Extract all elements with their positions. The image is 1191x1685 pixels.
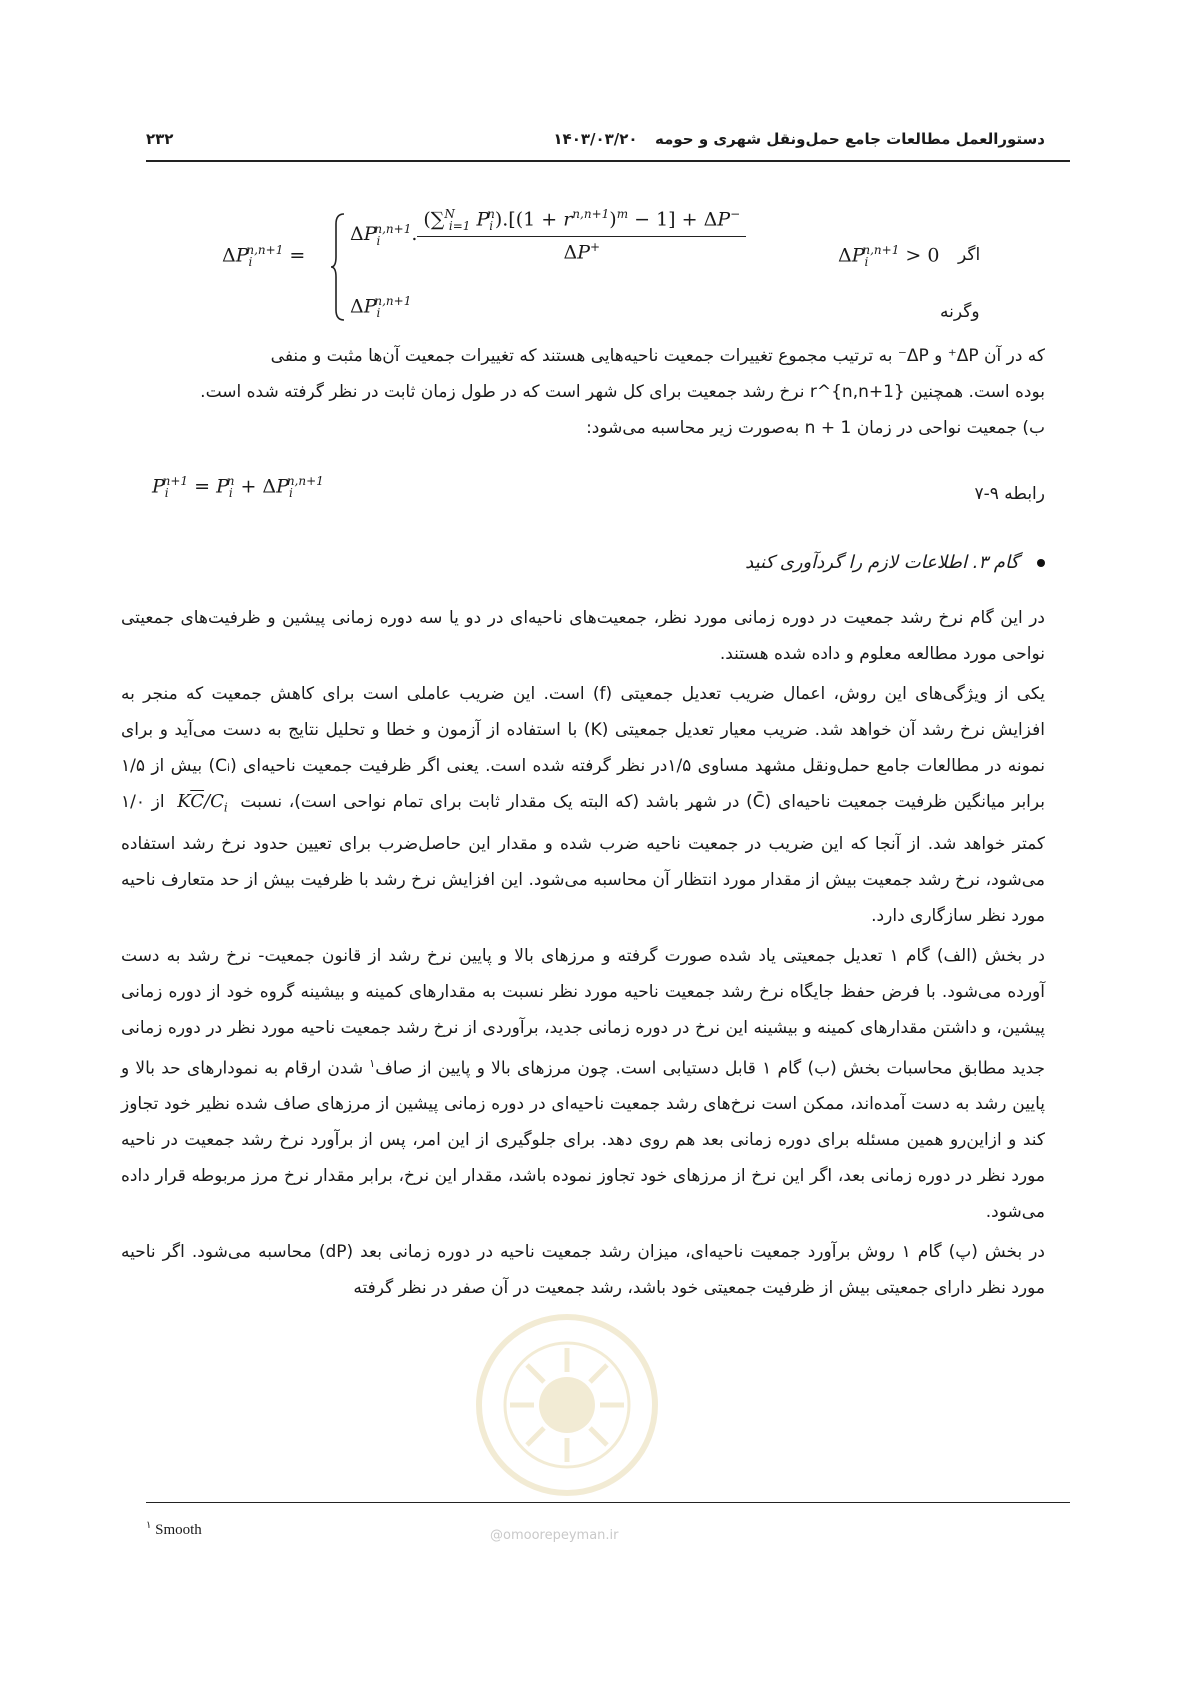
body-paragraph-2b: از ۱/۰ کمتر خواهد شد. از آنجا که این ضریب در جمعیت ناحیه ضرب شده و مقدار این حاصل‌ضرب برای تعیین حدود نرخ رشد استفاده می‌شود، نرخ رشد جمعیت بیش از مقدار مورد انتظار آن محاسبه می‌شود. این افزایش نرخ رشد با ظرفیت بیش از حد متعارف ناحیه مورد نظر سازگاری دارد. — [121, 792, 1045, 926]
page-header — [146, 130, 1045, 154]
footnote-text: Smooth — [155, 1522, 202, 1538]
body-paragraph-3a: در بخش (الف) گام ۱ تعدیل جمعیتی یاد شده صورت گرفته و مرزهای بالا و پایین نرخ رشد از قانون جمعیت- نرخ رشد به دست آورده می‌شود. با فرض حفظ جایگاه نرخ رشد جمعیت ناحیه مورد نظر نسبت به مقدارهای کمینه و بیشینه گروه خود از دوره زمانی پیشین، و داشتن مقدارهای کمینه و بیشینه این نرخ در دوره زمانی جدید، برآوردی از نرخ رشد جمعیت ناحیه مورد نظر در دوره زمانی جدید مطابق محاسبات بخش (ب) گام ۱ قابل دستیابی است. چون مرزهای بالا و پایین از صاف — [121, 945, 1045, 1079]
bullet-icon — [1037, 559, 1045, 567]
condition-if-label: اگر — [958, 245, 981, 265]
header-rule — [146, 160, 1070, 162]
equation-explanation — [121, 338, 1045, 446]
relation-label: رابطه ۹-۷ — [974, 484, 1045, 504]
equation-condition: $\Delta P_i^{n,n+1} > 0$ — [838, 243, 940, 270]
watermark-site: @omoorepeyman.ir — [490, 1528, 619, 1543]
footnote-reference[interactable]: ۱ — [369, 1056, 376, 1070]
header-page-number: ۲۳۲ — [146, 130, 174, 148]
body-paragraph-1: در این گام نرخ رشد جمعیت در دوره زمانی مورد نظر، جمعیت‌های ناحیه‌ای در دو یا سه دوره زمانی پیشین و ظرفیت‌های جمعیتی نواحی مورد مطالعه معلوم و داده شده هستند. — [121, 608, 1045, 664]
explanation-line-2: بوده است. همچنین r^{n,n+1} نرخ رشد جمعیت برای کل شهر است که در طول زمان ثابت در نظر گرفته شده است. — [200, 382, 1045, 402]
body-paragraph-4: در بخش (پ) گام ۱ روش برآورد جمعیت ناحیه‌ای، میزان رشد جمعیت ناحیه در دوره زمانی بعد (dP) محاسبه می‌شود. اگر ناحیه مورد نظر دارای جمعیتی بیش از ظرفیت جمعیتی خود باشد، رشد جمعیت در آن صفر در نظر گرفته — [121, 1242, 1045, 1299]
equation-case-else: $\Delta P_i^{n,n+1}$ — [350, 294, 412, 321]
body-text — [121, 600, 1045, 1306]
header-date: ۱۴۰۳/۰۳/۲۰ — [553, 130, 638, 148]
step3-heading — [745, 552, 1045, 573]
header-title: دستورالعمل مطالعات جامع حمل‌ونقل شهری و حومه — [655, 130, 1045, 148]
footnote-rule — [146, 1502, 1070, 1503]
equation-relation-9-7: $P_i^{n+1} = P_i^n + \Delta P_i^{n,n+1}$ — [152, 474, 324, 501]
equation-lhs: $\Delta P_i^{n,n+1}$ = — [222, 243, 306, 270]
kc-ratio-formula: $K\overline{C}/C_i$ — [177, 791, 228, 815]
body-paragraph-3b: شدن ارقام به نمودارهای حد بالا و پایین رشد به دست آمده‌اند، ممکن است نرخ‌های رشد جمعیت ناحیه‌ای در دوره زمانی پیشین از مرزهای صاف شده نظیر خود تجاوز کند و ازاین‌رو همین مسئله برای دوره زمانی بعد هم روی دهد. برای جلوگیری از این امر، پس از برآورد نرخ رشد جمعیت در ناحیه مورد نظر در دوره زمانی بعد، اگر این نرخ از مرزهای خود تجاوز نموده باشد، مقدار این نرخ، برابر مقدار نرخ مرز مربوطه قرار داده می‌شود. — [121, 1058, 1045, 1223]
equation-case-positive: $\Delta P_i^{n,n+1}$. $\frac{(\sum^N_{i=1} P_i^n).[(1 + r^{n,n+1})^m - 1] + \Delta P^-}{\Delta P^+}$ — [350, 207, 746, 263]
footnote-mark: ۱ — [146, 1520, 152, 1531]
footnote — [146, 1520, 202, 1539]
body-paragraph-3 — [121, 938, 1045, 1231]
piecewise-brace — [330, 212, 346, 322]
part-b-text: ب) جمعیت نواحی در زمان n + 1 به‌صورت زیر محاسبه می‌شود: — [586, 418, 1045, 438]
condition-else-label: وگرنه — [940, 302, 980, 322]
body-paragraph-2 — [121, 676, 1045, 934]
watermark-seal-icon — [472, 1310, 662, 1500]
step3-title: گام ۳. اطلاعات لازم را گردآوری کنید — [745, 552, 1019, 573]
body-paragraph-2a: یکی از ویژگی‌های این روش، اعمال ضریب تعدیل جمعیتی (f) است. این ضریب عاملی است برای کاهش جمعیت که منجر به افزایش نرخ رشد آن خواهد شد. ضریب معیار تعدیل جمعیتی (K) با استفاده از آزمون و خطا و تحلیل نتایج به دست می‌آید و برای نمونه در مطالعات جامع حمل‌ونقل مشهد مساوی ۱/۵در نظر گرفته شده است. یعنی اگر ظرفیت جمعیت ناحیه‌ای (Cᵢ) بیش از ۱/۵ برابر میانگین ظرفیت جمعیت ناحیه‌ای (C̄) در شهر باشد (که البته یک مقدار ثابت برای تمام نواحی است)، نسبت — [121, 684, 1046, 812]
explanation-line-1: که در آن ΔP⁺ و ΔP⁻ به ترتیب مجموع تغییرات جمعیت ناحیه‌هایی هستند که تغییرات جمعیت آن‌ها مثبت و منفی — [270, 346, 1045, 366]
